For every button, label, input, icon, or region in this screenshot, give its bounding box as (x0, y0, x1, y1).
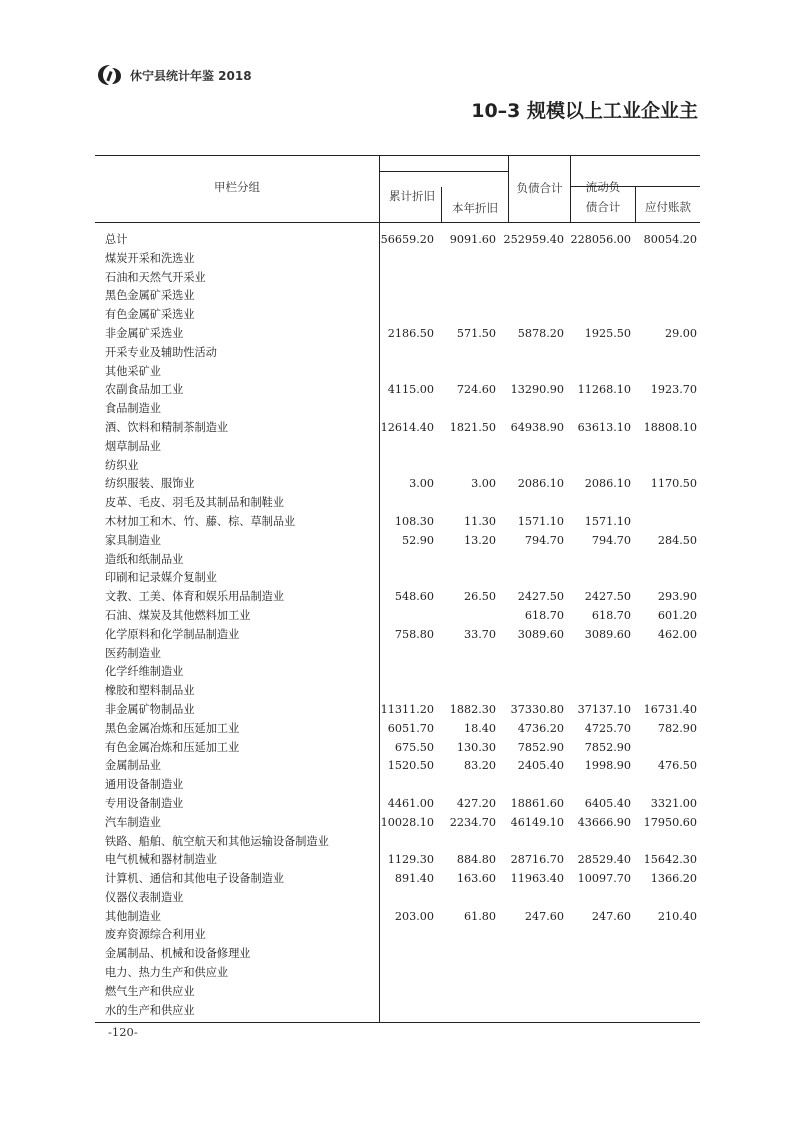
cell-accounts-payable: 3321.00 (650, 796, 697, 810)
cell-current-liabilities: 1925.50 (584, 326, 631, 340)
cell-total-liabilities: 18861.60 (510, 796, 564, 810)
row-label: 其他制造业 (105, 909, 161, 923)
row-label: 造纸和纸制品业 (105, 552, 184, 566)
cell-cumulative-depreciation: 11311.20 (380, 702, 434, 716)
row-label: 煤炭开采和洗选业 (105, 251, 195, 265)
cell-cumulative-depreciation: 2186.50 (387, 326, 434, 340)
header-cumulative-depreciation: 累计折旧 (389, 189, 435, 203)
cell-total-liabilities: 64938.90 (510, 420, 564, 434)
cell-cumulative-depreciation: 548.60 (394, 590, 434, 604)
row-label: 专用设备制造业 (105, 796, 184, 810)
row-label: 有色金属冶炼和压延加工业 (105, 740, 240, 754)
page-number: -120- (108, 1025, 138, 1039)
row-label: 总计 (105, 233, 128, 246)
cell-total-liabilities: 794.70 (524, 533, 564, 547)
running-head (96, 62, 252, 88)
cell-accounts-payable: 284.50 (657, 533, 697, 547)
cell-current-liabilities: 618.70 (591, 608, 631, 622)
header-current-liabilities-line2: 债合计 (585, 200, 621, 214)
cell-current-liabilities: 3089.60 (584, 627, 631, 641)
header-current-year-depreciation: 本年折旧 (452, 201, 498, 215)
cell-total-liabilities: 7852.90 (517, 740, 564, 754)
data-table (95, 155, 700, 1024)
row-label: 化学纤维制造业 (105, 665, 184, 679)
cell-accounts-payable: 16731.40 (643, 702, 697, 716)
row-label: 铁路、船舶、航空航天和其他运输设备制造业 (105, 834, 329, 848)
cell-current-liabilities: 63613.10 (577, 420, 631, 434)
row-label: 非金属矿物制品业 (105, 702, 195, 716)
cell-total-liabilities: 2427.50 (517, 590, 564, 604)
header-accounts-payable: 应付账款 (645, 200, 691, 214)
row-label: 计算机、通信和其他电子设备制造业 (105, 872, 285, 886)
cell-current-year-depreciation: 33.70 (463, 627, 496, 641)
row-label: 皮革、毛皮、羽毛及其制品和制鞋业 (105, 496, 285, 510)
cell-accounts-payable: 29.00 (664, 326, 697, 340)
row-label: 石油、煤炭及其他燃料加工业 (105, 608, 251, 622)
cell-total-liabilities: 3089.60 (517, 627, 564, 641)
row-label: 金属制品、机械和设备修理业 (105, 947, 251, 961)
cell-accounts-payable: 601.20 (657, 608, 697, 622)
cell-current-liabilities: 2086.10 (584, 477, 631, 491)
cell-total-liabilities: 46149.10 (510, 815, 564, 829)
row-label: 木材加工和木、竹、藤、棕、草制品业 (105, 514, 296, 528)
row-label: 其他采矿业 (105, 364, 161, 378)
row-label: 黑色金属冶炼和压延加工业 (105, 721, 240, 735)
cell-accounts-payable: 476.50 (657, 759, 697, 773)
cell-accounts-payable: 293.90 (657, 590, 697, 604)
cell-current-liabilities: 2427.50 (584, 590, 631, 604)
cell-cumulative-depreciation: 203.00 (394, 909, 434, 923)
row-label: 食品制造业 (105, 402, 161, 416)
row-label: 家具制造业 (105, 533, 161, 547)
cell-cumulative-depreciation: 4115.00 (387, 383, 434, 397)
cell-current-liabilities: 6405.40 (584, 796, 631, 810)
row-label: 黑色金属矿采选业 (105, 289, 195, 303)
cell-current-liabilities: 1998.90 (584, 759, 631, 773)
cell-total-liabilities: 2086.10 (517, 477, 564, 491)
cell-total-liabilities: 1571.10 (517, 514, 564, 528)
cell-current-liabilities: 37137.10 (577, 702, 631, 716)
cell-accounts-payable: 15642.30 (643, 853, 697, 867)
cell-current-liabilities: 10097.70 (577, 872, 631, 886)
cell-accounts-payable: 18808.10 (643, 420, 697, 434)
cell-current-liabilities: 11268.10 (577, 383, 631, 397)
cell-current-liabilities: 43666.90 (577, 815, 631, 829)
cell-current-liabilities: 7852.90 (584, 740, 631, 754)
cell-cumulative-depreciation: 6051.70 (387, 721, 434, 735)
header-current-liabilities-line1: 流动负 (585, 180, 621, 194)
cell-current-year-depreciation: 163.60 (456, 872, 496, 886)
cell-cumulative-depreciation: 10028.10 (380, 815, 434, 829)
cell-current-year-depreciation: 18.40 (463, 721, 496, 735)
cell-cumulative-depreciation: 758.80 (394, 627, 434, 641)
cell-current-year-depreciation: 1821.50 (449, 420, 496, 434)
cell-accounts-payable: 1170.50 (650, 477, 697, 491)
cell-current-liabilities: 4725.70 (584, 721, 631, 735)
cell-current-year-depreciation: 571.50 (456, 326, 496, 340)
row-label: 石油和天然气开采业 (105, 270, 206, 284)
cell-accounts-payable: 462.00 (657, 627, 697, 641)
cell-accounts-payable: 1366.20 (650, 872, 697, 886)
row-label: 烟草制品业 (105, 439, 161, 453)
row-label: 医药制造业 (105, 646, 161, 660)
cell-cumulative-depreciation: 12614.40 (380, 420, 434, 434)
cell-current-year-depreciation: 13.20 (463, 533, 496, 547)
cell-cumulative-depreciation: 4461.00 (387, 796, 434, 810)
row-label: 橡胶和塑料制品业 (105, 684, 195, 698)
row-label: 非金属矿采选业 (105, 326, 184, 340)
cell-cumulative-depreciation: 891.40 (394, 872, 434, 886)
cell-current-year-depreciation: 1882.30 (449, 702, 496, 716)
row-label: 农副食品加工业 (105, 383, 184, 397)
cell-current-liabilities: 794.70 (591, 533, 631, 547)
cell-current-year-depreciation: 9091.60 (449, 233, 496, 246)
cell-cumulative-depreciation: 1520.50 (387, 759, 434, 773)
cell-current-year-depreciation: 3.00 (471, 477, 496, 491)
cell-cumulative-depreciation: 3.00 (409, 477, 434, 491)
stub-divider (379, 155, 380, 1023)
cell-cumulative-depreciation: 675.50 (394, 740, 434, 754)
cell-current-year-depreciation: 11.30 (463, 514, 496, 528)
row-label: 电力、热力生产和供应业 (105, 966, 229, 980)
cell-current-year-depreciation: 427.20 (456, 796, 496, 810)
cell-total-liabilities: 5878.20 (517, 326, 564, 340)
cell-current-liabilities: 1571.10 (584, 514, 631, 528)
top-rule (95, 155, 700, 156)
cell-accounts-payable: 210.40 (657, 909, 697, 923)
yearbook-logo (96, 63, 124, 87)
row-label: 纺织业 (105, 458, 139, 472)
row-label: 印刷和记录媒介复制业 (105, 571, 217, 585)
cell-cumulative-depreciation: 56659.20 (380, 233, 434, 246)
bottom-rule (95, 1022, 700, 1023)
cell-current-liabilities: 28529.40 (577, 853, 631, 867)
row-label: 纺织服装、服饰业 (105, 477, 195, 491)
cell-current-liabilities: 228056.00 (570, 233, 631, 246)
cell-total-liabilities: 2405.40 (517, 759, 564, 773)
cell-accounts-payable: 782.90 (657, 721, 697, 735)
header-bottom-rule (95, 222, 700, 223)
row-label: 开采专业及辅助性活动 (105, 345, 217, 359)
cell-current-year-depreciation: 2234.70 (449, 815, 496, 829)
row-label: 文教、工美、体育和娱乐用品制造业 (105, 590, 285, 604)
cell-accounts-payable: 80054.20 (643, 233, 697, 246)
book-title: 休宁县统计年鉴 2018 (130, 68, 252, 83)
cell-total-liabilities: 618.70 (524, 608, 564, 622)
depreciation-group-rule (379, 171, 508, 172)
header-group: 甲栏分组 (214, 180, 260, 194)
row-label: 汽车制造业 (105, 815, 161, 829)
cell-current-year-depreciation: 884.80 (456, 853, 496, 867)
cell-cumulative-depreciation: 108.30 (394, 514, 434, 528)
cell-total-liabilities: 4736.20 (517, 721, 564, 735)
row-label: 燃气生产和供应业 (105, 984, 195, 998)
row-label: 仪器仪表制造业 (105, 890, 184, 904)
row-label: 废弃资源综合利用业 (105, 928, 206, 942)
cell-current-liabilities: 247.60 (591, 909, 631, 923)
row-label: 金属制品业 (105, 759, 161, 773)
cell-cumulative-depreciation: 1129.30 (387, 853, 434, 867)
cell-current-year-depreciation: 130.30 (456, 740, 496, 754)
cell-total-liabilities: 11963.40 (510, 872, 564, 886)
row-label: 水的生产和供应业 (105, 1003, 195, 1017)
cell-total-liabilities: 28716.70 (510, 853, 564, 867)
cell-current-year-depreciation: 724.60 (456, 383, 496, 397)
row-label: 通用设备制造业 (105, 778, 184, 792)
cell-current-year-depreciation: 83.20 (463, 759, 496, 773)
table-title: 10–3 规模以上工业企业主 (471, 100, 698, 122)
row-label: 化学原料和化学制品制造业 (105, 627, 240, 641)
cell-current-year-depreciation: 61.80 (463, 909, 496, 923)
cell-accounts-payable: 17950.60 (643, 815, 697, 829)
header-total-liabilities: 负债合计 (516, 181, 563, 195)
cell-current-year-depreciation: 26.50 (463, 590, 496, 604)
cell-accounts-payable: 1923.70 (650, 383, 697, 397)
cell-total-liabilities: 37330.80 (510, 702, 564, 716)
row-label: 酒、饮料和精制茶制造业 (105, 420, 229, 434)
cell-total-liabilities: 252959.40 (503, 233, 564, 246)
cell-total-liabilities: 13290.90 (510, 383, 564, 397)
row-label: 电气机械和器材制造业 (105, 853, 217, 867)
row-label: 有色金属矿采选业 (105, 308, 195, 322)
cell-cumulative-depreciation: 52.90 (401, 533, 434, 547)
cell-total-liabilities: 247.60 (524, 909, 564, 923)
